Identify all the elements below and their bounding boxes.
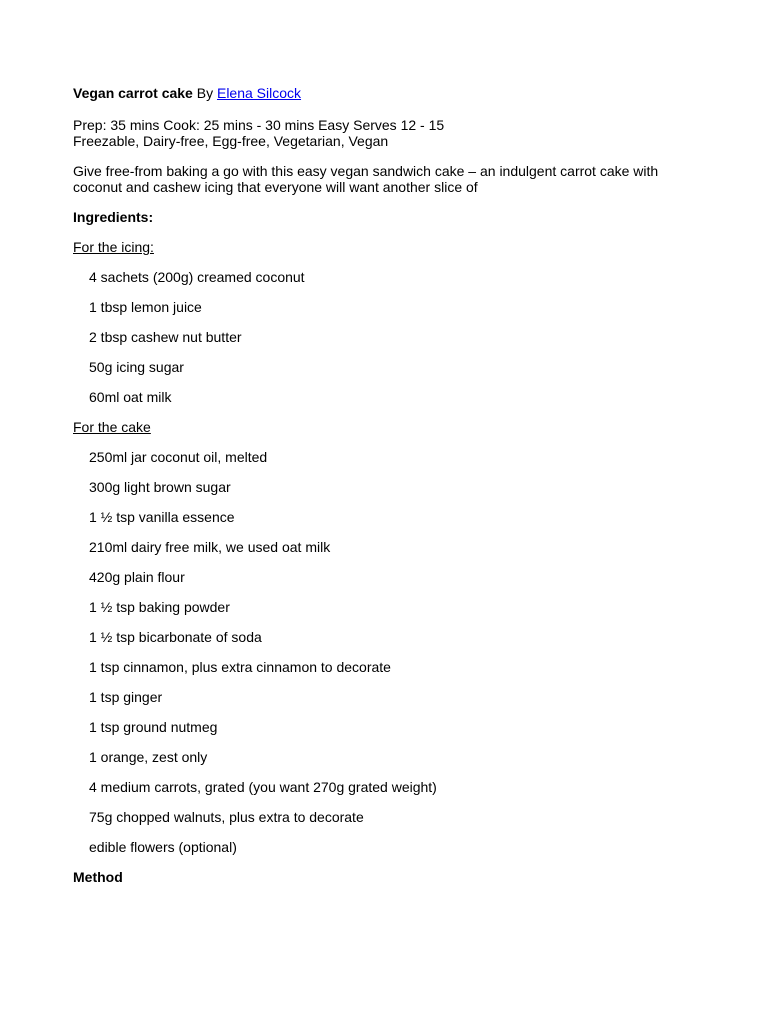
list-item: 1 tsp ginger xyxy=(89,689,163,705)
list-item: 210ml dairy free milk, we used oat milk xyxy=(89,539,331,555)
recipe-description: Give free-from baking a go with this easy vegan sandwich cake – an indulgent carrot cake with coconut and cashew icing that everyone will want another slice of xyxy=(73,163,659,195)
list-item: 1 orange, zest only xyxy=(89,749,208,765)
ingredients-heading: Ingredients: xyxy=(73,209,154,225)
list-item: 60ml oat milk xyxy=(89,389,172,405)
recipe-meta xyxy=(73,117,693,149)
list-item: 4 sachets (200g) creamed coconut xyxy=(89,269,305,285)
list-item: 1 ½ tsp baking powder xyxy=(89,599,230,615)
list-item: 4 medium carrots, grated (you want 270g grated weight) xyxy=(89,779,437,795)
method-heading: Method xyxy=(73,869,123,885)
list-item: edible flowers (optional) xyxy=(89,839,237,855)
icing-heading: For the icing: xyxy=(73,239,154,255)
list-item: 1 ½ tsp bicarbonate of soda xyxy=(89,629,262,645)
author-link[interactable]: Elena Silcock xyxy=(216,85,302,101)
list-item: 50g icing sugar xyxy=(89,359,184,375)
recipe-document xyxy=(73,85,693,885)
list-item: 300g light brown sugar xyxy=(89,479,231,495)
recipe-title: Vegan carrot cake xyxy=(73,85,193,101)
list-item: 1 ½ tsp vanilla essence xyxy=(89,509,235,525)
list-item: 250ml jar coconut oil, melted xyxy=(89,449,268,465)
cake-heading: For the cake xyxy=(73,419,151,435)
list-item: 2 tbsp cashew nut butter xyxy=(89,329,242,345)
meta-times: Prep: 35 mins Cook: 25 mins - 30 mins Easy Serves 12 - 15 xyxy=(73,117,445,133)
list-item: 75g chopped walnuts, plus extra to decorate xyxy=(89,809,364,825)
icing-ingredients-list xyxy=(73,269,693,405)
meta-dietary: Freezable, Dairy-free, Egg-free, Vegetarian, Vegan xyxy=(73,133,389,149)
cake-ingredients-list xyxy=(73,449,693,855)
by-label: By xyxy=(196,85,214,101)
list-item: 1 tsp ground nutmeg xyxy=(89,719,218,735)
list-item: 420g plain flour xyxy=(89,569,185,585)
list-item: 1 tsp cinnamon, plus extra cinnamon to decorate xyxy=(89,659,391,675)
title-line xyxy=(73,85,693,101)
list-item: 1 tbsp lemon juice xyxy=(89,299,202,315)
